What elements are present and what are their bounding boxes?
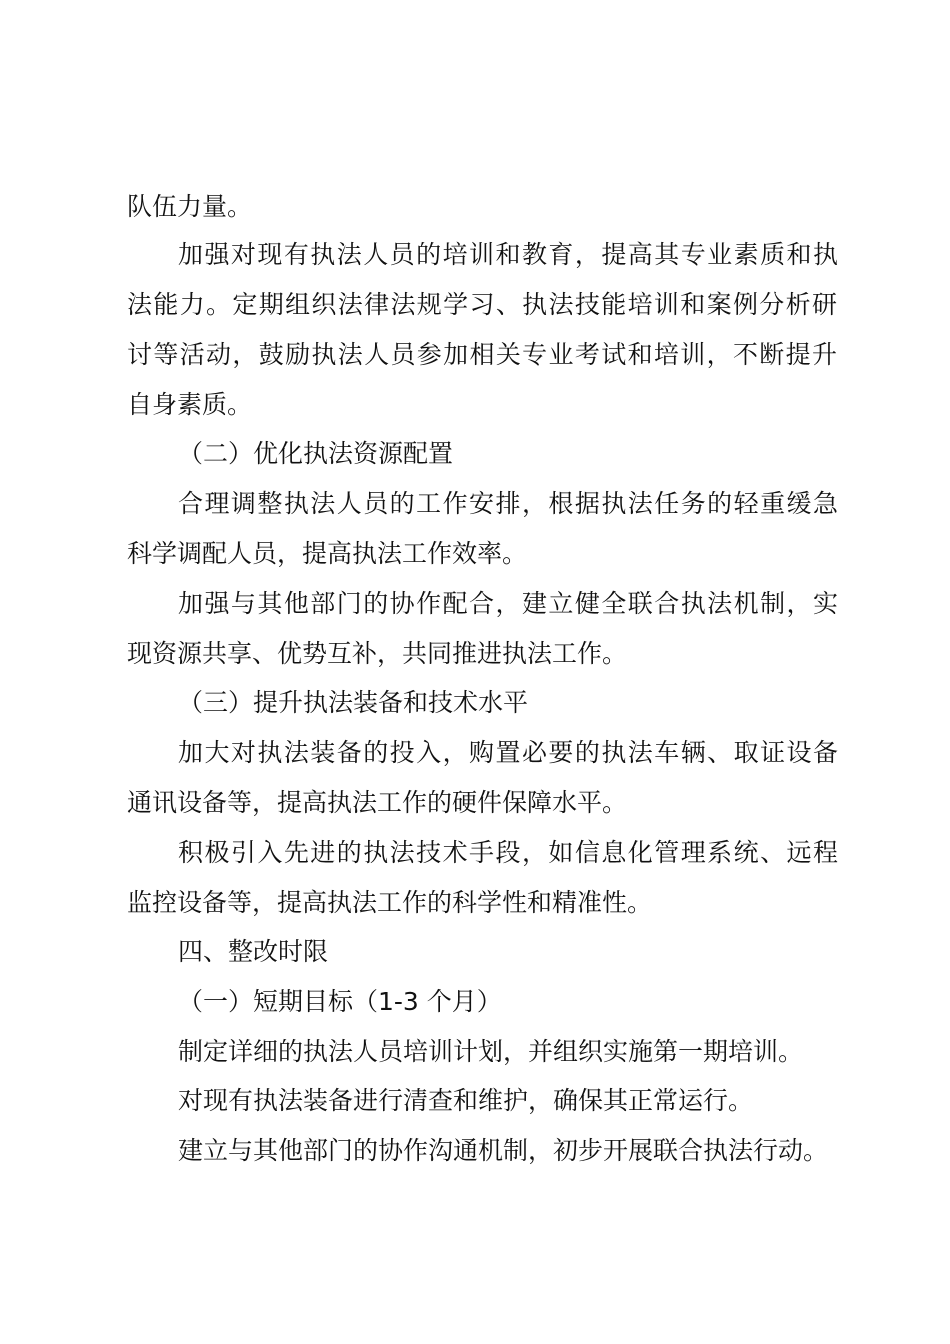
section-heading-2: （二）优化执法资源配置 xyxy=(178,439,454,468)
paragraph-allocation-line-1: 合理调整执法人员的工作安排，根据执法任务的轻重缓急 xyxy=(178,489,838,518)
short-term-item-2: 对现有执法装备进行清查和维护，确保其正常运行。 xyxy=(178,1086,754,1115)
paragraph-training-line-4: 自身素质。 xyxy=(127,390,253,419)
paragraph-continuation-line: 队伍力量。 xyxy=(127,192,253,221)
paragraph-technology-line-2: 监控设备等，提高执法工作的科学性和精准性。 xyxy=(127,888,653,917)
short-term-item-3: 建立与其他部门的协作沟通机制，初步开展联合执法行动。 xyxy=(178,1136,829,1165)
paragraph-training-line-3: 讨等活动，鼓励执法人员参加相关专业考试和培训，不断提升 xyxy=(127,340,837,369)
paragraph-training-line-2: 法能力。定期组织法律法规学习、执法技能培训和案例分析研 xyxy=(127,290,837,319)
paragraph-cooperation-line-2: 现资源共享、优势互补，共同推进执法工作。 xyxy=(127,639,628,668)
paragraph-equipment-line-2: 通讯设备等，提高执法工作的硬件保障水平。 xyxy=(127,788,628,817)
section-heading-3: （三）提升执法装备和技术水平 xyxy=(178,688,529,717)
paragraph-training-line-1: 加强对现有执法人员的培训和教育，提高其专业素质和执 xyxy=(178,240,838,269)
paragraph-cooperation-line-1: 加强与其他部门的协作配合，建立健全联合执法机制，实 xyxy=(178,589,838,618)
section-heading-four: 四、整改时限 xyxy=(178,937,329,966)
paragraph-equipment-line-1: 加大对执法装备的投入，购置必要的执法车辆、取证设备 xyxy=(178,738,838,767)
paragraph-technology-line-1: 积极引入先进的执法技术手段，如信息化管理系统、远程 xyxy=(178,838,838,867)
subsection-heading-short-term: （一）短期目标（1-3 个月） xyxy=(178,987,502,1016)
short-term-item-1: 制定详细的执法人员培训计划，并组织实施第一期培训。 xyxy=(178,1037,804,1066)
paragraph-allocation-line-2: 科学调配人员，提高执法工作效率。 xyxy=(127,539,528,568)
